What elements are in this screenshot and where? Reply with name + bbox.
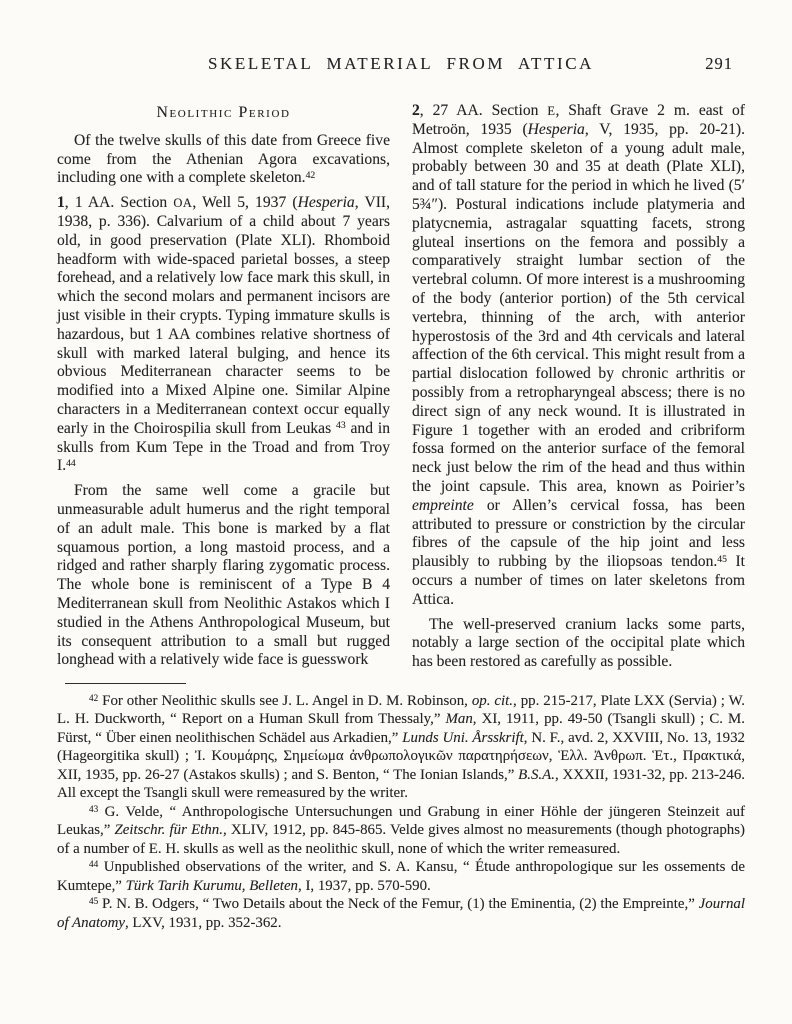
left-column: [57, 102, 390, 672]
page-number: 291: [705, 54, 733, 73]
paragraph-humerus-temporal: From the same well come a gracile but unmeasurable adult humerus and the right temporal of an adult male. This bone is marked by a flat squamous portion, a long mastoid process, and a ridged and rather sharply flaring zygomatic process. The whole bone is reminiscent of a Type B 4 Mediterranean skull from Neolithic Astakos which I studied in the Athens Anthropological Museum, but its consequent attribution to a small but rugged longhead with a relatively wide face is guesswork: [57, 482, 390, 669]
footnote-45: $^{45}$ P. N. B. Odgers, “ Two Details about the Neck of the Femur, (1) the Eminentia, (2) the Empreinte,” Journal of Anatomy, LXV, 1931, pp. 352-362.: [57, 896, 745, 931]
running-head: [57, 54, 745, 76]
footnote-43: $^{43}$ G. Velde, “ Anthropologische Untersuchungen und Grabung in einer Höhle der jüngeren Steinzeit auf Leukas,” Zeitschr. für Ethn., XLIV, 1912, pp. 845-865. Velde gives almost no measurements (though photographs) of a number of E. H. skulls as well as the neolithic skull, none of which the writer remeasured.: [57, 803, 745, 857]
footnote-44: $^{44}$ Unpublished observations of the writer, and S. A. Kansu, “ Étude anthropologique sur les ossements de Kumtepe,” Türk Tarih Kurumu, Belleten, I, 1937, pp. 570-590.: [57, 859, 745, 894]
paragraph-cranium: The well-preserved cranium lacks some parts, notably a large section of the occipital plate which has been restored as carefully as possible.: [412, 615, 745, 671]
section-heading: Neolithic Period: [156, 104, 291, 121]
running-head-title: SKELETAL MATERIAL FROM ATTICA: [207, 54, 595, 73]
right-column: [412, 102, 745, 672]
text-columns: [57, 102, 745, 672]
footnotes: [57, 692, 745, 933]
paragraph-introduction: Of the twelve skulls of this date from Greece five come from the Athenian Agora excavations, including one with a complete skeleton.$^{42}$: [57, 131, 390, 187]
paragraph-skull-entry-2: 2, 27 AA. Section E, Shaft Grave 2 m. east of Metroön, 1935 (Hesperia, V, 1935, pp. 20-21). Almost complete skeleton of a young adult male, probably between 30 and 35 at death (Plate XLI), and of tall stature for the period in which he lived (5′ 5¾″). Postural indications include platymeria and platycnemia, astragalar squatting facets, strong gluteal insertions on the femora and possibly a comparatively straight lumbar section of the vertebral column. Of more interest is a mushrooming of the body (anterior portion) of the 5th cervical vertebra, thinning of the arch, with anterior hyperostosis of the 3rd and 4th cervicals and lateral affection of the 6th cervical. This might result from a partial dislocation followed by chronic arthritis or possibly from a retropharyngeal abscess; there is no direct sign of any neck wound. It is illustrated in Figure 1 together with an eroded and cribriform fossa formed on the anterior surface of the femoral neck just below the rim of the head and thus within the joint capsule. This area, known as Poirier’s empreinte or Allen’s cervical fossa, has been attributed to pressure or constriction by the circular fibres of the capsule of the hip joint and less plausibly to rubbing by the iliopsoas tendon.$^{45}$ It occurs a number of times on later skeletons from Attica.: [412, 102, 746, 608]
footnote-42: $^{42}$ For other Neolithic skulls see J. L. Angel in D. M. Robinson, op. cit., pp. 215-217, Plate LXX (Servia) ; W. L. H. Duckworth, “ Report on a Human Skull from Thessaly,” Man, XI, 1911, pp. 49-50 (Tsangli skull) ; C. M. Fürst, “ Über einen neolithischen Schädel aus Arkadien,” Lunds Uni. Årsskrift, N. F., avd. 2, XXVIII, No. 13, 1932 (Hageorgitika skull) ; Ἰ. Κουμάρης, Σημείωμα ἀνθρωπολογικῶν παρατηρήσεων, Ἑλλ. Ἀνθρωπ. Ἑτ., Πρακτικά, XII, 1935, pp. 26-27 (Astakos skulls) ; and S. Benton, “ The Ionian Islands,” B.S.A., XXXII, 1931-32, pp. 213-246. All except the Tsangli skull were remeasured by the writer.: [57, 692, 745, 802]
paragraph-skull-entry-1: 1, 1 AA. Section OA, Well 5, 1937 (Hesperia, VII, 1938, p. 336). Calvarium of a child about 7 years old, in good preservation (Plate XLI). Rhomboid headform with wide-spaced parietal bosses, a steep forehead, and a relatively low face mark this skull, in which the second molars and permanent incisors are just visible in their crypts. Typing immature skulls is hazardous, but 1 AA combines relative shortness of skull with marked lateral bulging, and hence its obvious Mediterranean character seems to be modified into a Mixed Alpine one. Similar Alpine characters in a Mediterranean context occur equally early in the Choirospilia skull from Leukas $^{43}$ and in skulls from Kum Tepe in the Troad and from Troy I.$^{44}$: [57, 194, 391, 475]
footnote-separator-rule: [65, 683, 186, 684]
